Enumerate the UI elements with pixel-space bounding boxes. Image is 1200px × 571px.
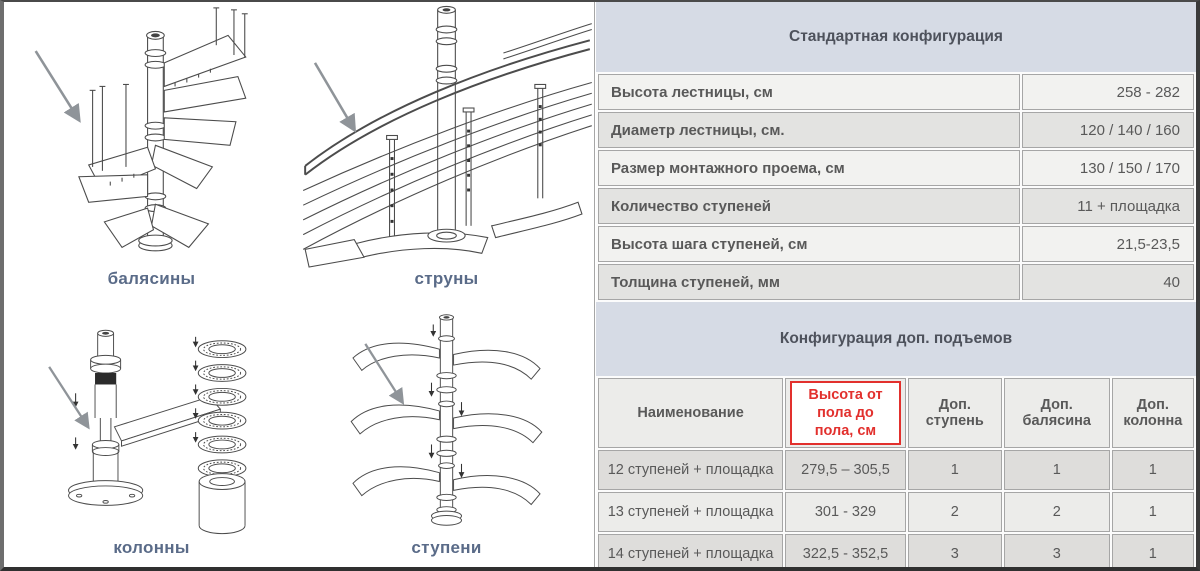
pointer-arrow-icon [315, 63, 354, 130]
spec-label-cell: Размер монтажного проема, см [598, 150, 1020, 186]
extra-cell: 301 - 329 [785, 492, 906, 532]
spec-label-cell: Количество ступеней [598, 188, 1020, 224]
spec-label-cell: Высота шага ступеней, см [598, 226, 1020, 262]
balusters-drawing [4, 2, 299, 269]
table-row [598, 450, 1194, 490]
table-row [598, 112, 1194, 148]
table-header-row [598, 378, 1194, 448]
col-header-height [785, 378, 906, 448]
extra-cell: 322,5 - 352,5 [785, 534, 906, 567]
extra-config-title: Конфигурация доп. подъемов [779, 330, 1013, 347]
extra-cell: 1 [908, 450, 1002, 490]
extra-cell: 14 ступеней + площадка [598, 534, 783, 567]
spec-value-cell: 11 + площадка [1022, 188, 1194, 224]
diagrams-panel [4, 2, 595, 567]
diagram-columns [4, 298, 299, 567]
extra-cell: 1 [1112, 450, 1194, 490]
table-row [598, 150, 1194, 186]
standard-config-table [596, 72, 1196, 302]
height-floor-to-floor-badge: Высота от пола до пола, см [790, 381, 901, 445]
spec-label-cell: Толщина ступеней, мм [598, 264, 1020, 300]
spec-panel [596, 2, 1196, 567]
spec-value-cell: 40 [1022, 264, 1194, 300]
spec-label-cell: Высота лестницы, см [598, 74, 1020, 110]
pointer-arrow-icon [36, 51, 79, 120]
extra-cell: 1 [1004, 450, 1110, 490]
extra-cell: 12 ступеней + площадка [598, 450, 783, 490]
extra-cell: 13 ступеней + площадка [598, 492, 783, 532]
steps-label: ступени [411, 538, 482, 557]
diagram-strings [299, 2, 594, 298]
table-row [598, 492, 1194, 532]
diagram-balusters [4, 2, 299, 298]
extra-config-table [596, 376, 1196, 567]
table-row [598, 74, 1194, 110]
strings-label: струны [414, 269, 479, 288]
table-row [598, 226, 1194, 262]
col-header-extra-baluster: Доп. балясина [1004, 378, 1110, 448]
standard-config-title: Стандартная конфигурация [789, 28, 1003, 45]
table-row [598, 534, 1194, 567]
extra-cell: 2 [1004, 492, 1110, 532]
pointer-arrow-icon [49, 367, 88, 427]
balusters-label: балясины [107, 269, 196, 288]
col-header-extra-step: Доп. ступень [908, 378, 1002, 448]
spec-value-cell: 120 / 140 / 160 [1022, 112, 1194, 148]
extra-cell: 1 [1112, 492, 1194, 532]
table-row [598, 264, 1194, 300]
col-header-name: Наименование [598, 378, 783, 448]
spec-value-cell: 258 - 282 [1022, 74, 1194, 110]
extra-cell: 2 [908, 492, 1002, 532]
extra-cell: 3 [1004, 534, 1110, 567]
steps-drawing [299, 298, 594, 538]
spec-value-cell: 130 / 150 / 170 [1022, 150, 1194, 186]
extra-cell: 1 [1112, 534, 1194, 567]
extra-cell: 3 [908, 534, 1002, 567]
table-row [598, 188, 1194, 224]
columns-label: колонны [113, 538, 190, 557]
spec-label-cell: Диаметр лестницы, см. [598, 112, 1020, 148]
col-header-extra-column: Доп. колонна [1112, 378, 1194, 448]
columns-drawing [4, 298, 299, 538]
extra-cell: 279,5 – 305,5 [785, 450, 906, 490]
spec-value-cell: 21,5-23,5 [1022, 226, 1194, 262]
diagram-steps [299, 298, 594, 567]
strings-drawing [299, 2, 594, 269]
